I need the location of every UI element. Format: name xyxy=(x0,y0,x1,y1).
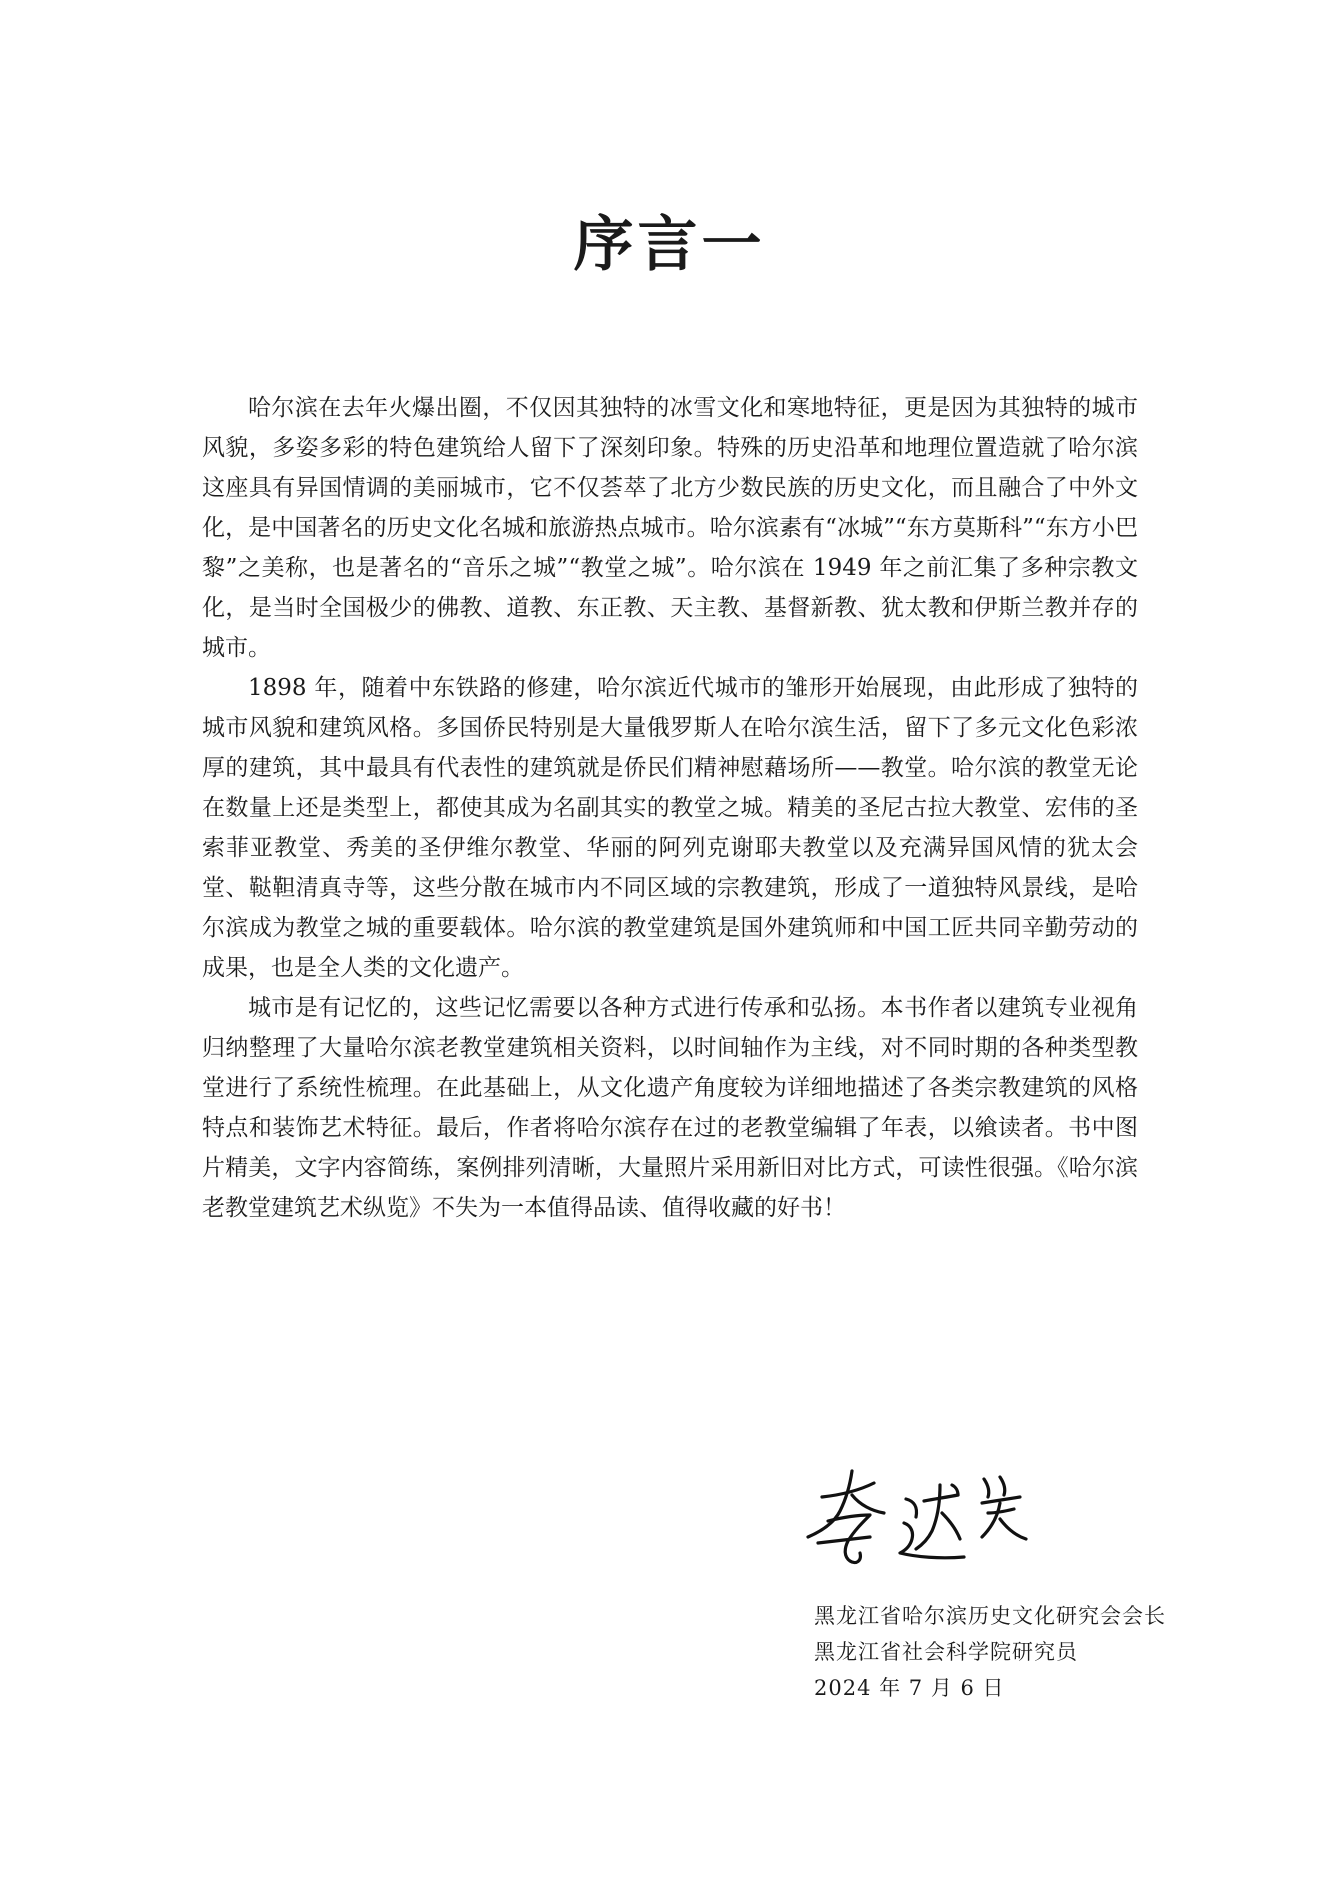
author-title-2: 黑龙江省社会科学院研究员 xyxy=(814,1640,1078,1664)
preface-body xyxy=(202,388,1138,1228)
signature-date: 2024 年 7 月 6 日 xyxy=(814,1676,1005,1700)
author-title-1: 黑龙江省哈尔滨历史文化研究会会长 xyxy=(814,1604,1166,1628)
paragraph: 城市是有记忆的，这些记忆需要以各种方式进行传承和弘扬。本书作者以建筑专业视角归纳整理了大量哈尔滨老教堂建筑相关资料，以时间轴作为主线，对不同时期的各种类型教堂进行了系统性梳理。在此基础上，从文化遗产角度较为详细地描述了各类宗教建筑的风格特点和装饰艺术特征。最后，作者将哈尔滨存在过的老教堂编辑了年表，以飨读者。书中图片精美，文字内容简练，案例排列清晰，大量照片采用新旧对比方式，可读性很强。《哈尔滨老教堂建筑艺术纵览》不失为一本值得品读、值得收藏的好书！ xyxy=(202,995,1138,1221)
paragraph: 1898 年，随着中东铁路的修建，哈尔滨近代城市的雏形开始展现，由此形成了独特的城市风貌和建筑风格。多国侨民特别是大量俄罗斯人在哈尔滨生活，留下了多元文化色彩浓厚的建筑，其中最具有代表性的建筑就是侨民们精神慰藉场所——教堂。哈尔滨的教堂无论在数量上还是类型上，都使其成为名副其实的教堂之城。精美的圣尼古拉大教堂、宏伟的圣索菲亚教堂、秀美的圣伊维尔教堂、华丽的阿列克谢耶夫教堂以及充满异国风情的犹太会堂、鞑靼清真寺等，这些分散在城市内不同区域的宗教建筑，形成了一道独特风景线，是哈尔滨成为教堂之城的重要载体。哈尔滨的教堂建筑是国外建筑师和中国工匠共同辛勤劳动的成果，也是全人类的文化遗产。 xyxy=(202,675,1138,981)
handwritten-signature xyxy=(800,1465,1040,1570)
page-title: 序言一 xyxy=(573,210,766,280)
paragraph: 哈尔滨在去年火爆出圈，不仅因其独特的冰雪文化和寒地特征，更是因为其独特的城市风貌，多姿多彩的特色建筑给人留下了深刻印象。特殊的历史沿革和地理位置造就了哈尔滨这座具有异国情调的美丽城市，它不仅荟萃了北方少数民族的历史文化，而且融合了中外文化，是中国著名的历史文化名城和旅游热点城市。哈尔滨素有“冰城”“东方莫斯科”“东方小巴黎”之美称，也是著名的“音乐之城”“教堂之城”。哈尔滨在 1949 年之前汇集了多种宗教文化，是当时全国极少的佛教、道教、东正教、天主教、基督新教、犹太教和伊斯兰教并存的城市。 xyxy=(202,395,1138,661)
signature-block xyxy=(814,1598,1234,1706)
